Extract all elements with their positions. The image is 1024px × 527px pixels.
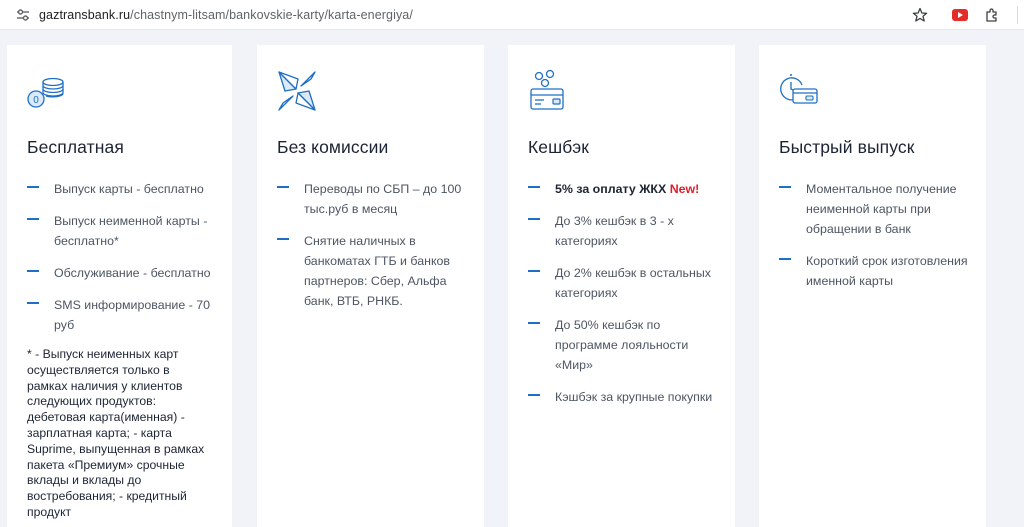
dash-marker [528, 186, 540, 188]
feature-list [27, 179, 218, 347]
dash-marker [528, 322, 540, 324]
cashback-card-icon [527, 69, 569, 113]
dash-marker [528, 270, 540, 272]
feature-card-no-commission [257, 45, 484, 527]
feature-text: Выпуск неименной карты - бесплатно* [54, 214, 208, 248]
feature-text: Моментальное получение неименной карты при обращении в банк [806, 182, 957, 236]
url-field[interactable] [39, 8, 413, 22]
dash-marker [528, 218, 540, 220]
feature-item [528, 179, 721, 199]
feature-text: До 2% кешбэк в остальных категориях [555, 266, 711, 300]
feature-text: Снятие наличных в банкоматах ГТБ и банков партнеров: Сбер, Альфа банк, ВТБ, РНКБ. [304, 234, 450, 308]
extensions-puzzle-icon[interactable] [983, 6, 1001, 24]
feature-card-fast-issue [759, 45, 986, 527]
new-badge: New! [669, 182, 700, 196]
address-bar [0, 0, 1024, 30]
feature-item [277, 231, 470, 311]
feature-text: Кэшбэк за крупные покупки [555, 390, 713, 404]
card-title: Кешбэк [528, 137, 589, 157]
site-info-icon[interactable] [15, 7, 31, 23]
feature-text: Выпуск карты - бесплатно [54, 182, 204, 196]
feature-text: Переводы по СБП – до 100 тыс.руб в месяц [304, 182, 462, 216]
feature-card-cashback [508, 45, 735, 527]
dash-marker [779, 186, 791, 188]
feature-text [555, 182, 699, 196]
feature-text: Обслуживание - бесплатно [54, 266, 211, 280]
bookmark-star-icon[interactable] [911, 6, 929, 24]
feature-item [779, 251, 972, 291]
feature-list [277, 179, 470, 323]
feature-text: До 50% кешбэк по программе лояльности «Мир» [555, 318, 689, 372]
feature-item [277, 179, 470, 219]
feature-item [528, 315, 721, 375]
svg-text:0: 0 [33, 95, 39, 106]
card-title: Без комиссии [277, 137, 389, 157]
feature-list [779, 179, 972, 303]
feature-text: SMS информирование - 70 руб [54, 298, 211, 332]
coins-icon [26, 69, 68, 113]
feature-item [528, 263, 721, 303]
url-host: gaztransbank.ru [39, 7, 131, 22]
feature-item [779, 179, 972, 239]
dash-marker [528, 394, 540, 396]
dash-marker [27, 186, 39, 188]
dash-marker [27, 218, 39, 220]
url-path: /chastnym-litsam/bankovskie-karty/karta-energiya/ [130, 7, 413, 22]
footnote: * - Выпуск неименных карт осуществляется только в рамках наличия у клиентов следующих продуктов: дебетовая карта(именная) - зарплатная карта; - карта Suprime, выпущенная в рамках пакета «Премиум» срочные вклады и вклады до востребования; - кредитный продукт [27, 347, 205, 519]
card-title: Быстрый выпуск [779, 137, 915, 157]
feature-item [27, 211, 218, 251]
feature-card-free [7, 45, 232, 527]
dash-marker [779, 258, 791, 260]
feature-item [528, 211, 721, 251]
feature-text-main: 5% за оплату ЖКХ [555, 182, 667, 196]
dash-marker [277, 186, 289, 188]
transfer-arrows-icon [276, 69, 318, 113]
clock-card-icon [778, 69, 820, 113]
feature-item [528, 387, 721, 407]
card-title: Бесплатная [27, 137, 124, 157]
feature-item [27, 179, 218, 199]
dash-marker [27, 270, 39, 272]
dash-marker [27, 302, 39, 304]
feature-text: Короткий срок изготовления именной карты [806, 254, 968, 288]
feature-item [27, 295, 218, 335]
dash-marker [277, 238, 289, 240]
toolbar-separator [1017, 6, 1018, 24]
youtube-extension-icon[interactable] [951, 6, 969, 24]
feature-list [528, 179, 721, 419]
feature-text: До 3% кешбэк в 3 - х категориях [555, 214, 674, 248]
feature-item [27, 263, 218, 283]
